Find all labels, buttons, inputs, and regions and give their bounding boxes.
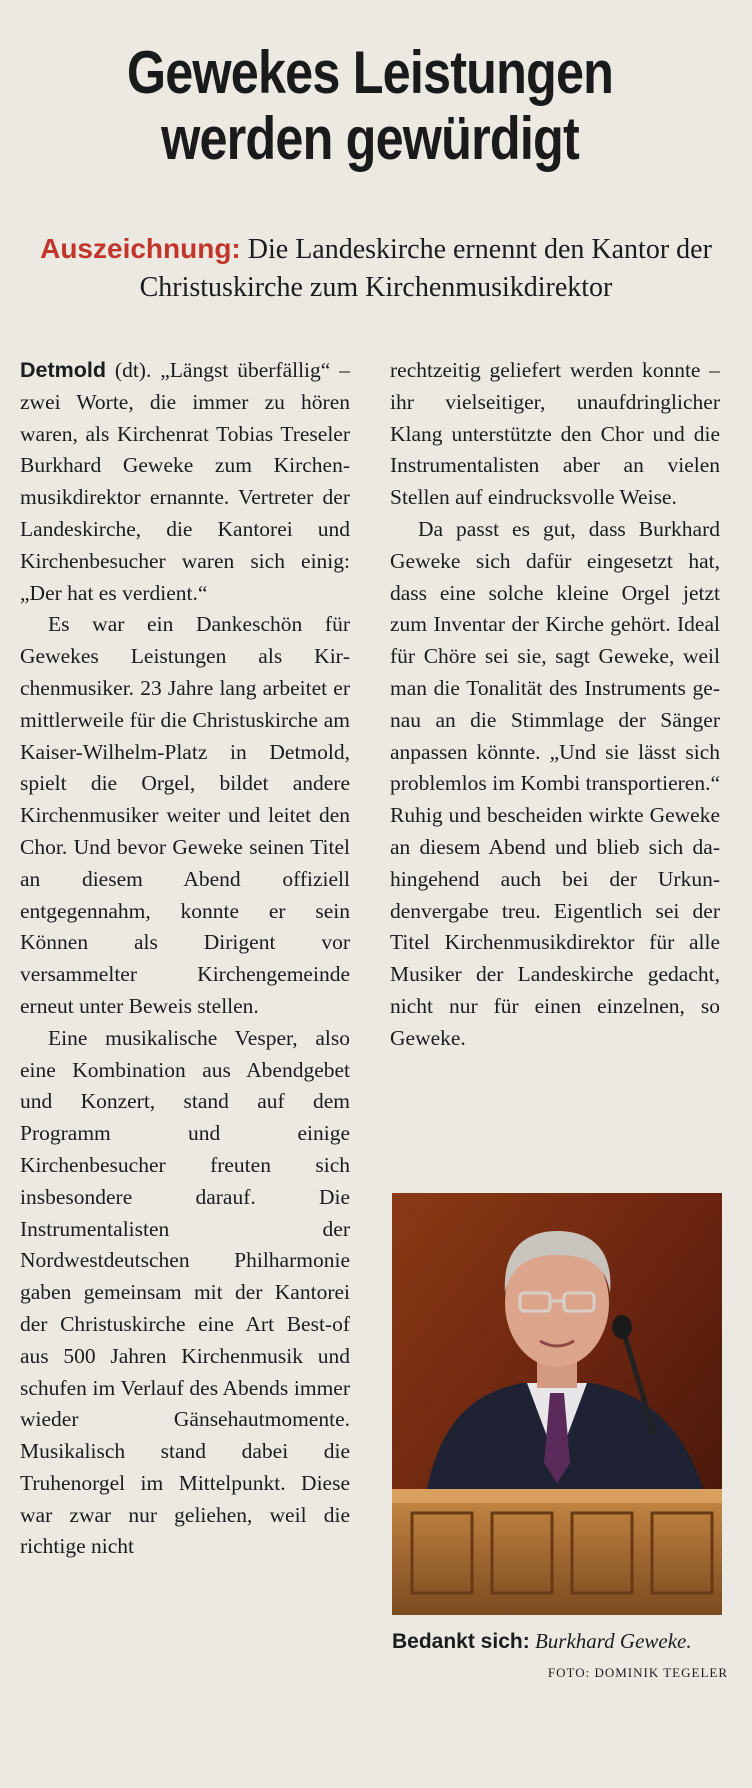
dateline: Detmold	[20, 358, 106, 382]
paragraph-4: rechtzeitig geliefert werden konnte – ihr vielseitiger, unaufdringlicher Klang unterstützte den Chor und die Instrumentalisten aber an vielen Stellen auf eindrucksvolle Weise.	[390, 358, 720, 510]
paragraph-1	[20, 355, 350, 609]
paragraph-2: Es war ein Dankeschön für Gewekes Leistungen als Kirchenmusiker. 23 Jahre lang arbeitet er mittlerweile für die Christuskirche am Kaiser-Wilhelm-Platz in Detmold, spielt die Orgel, bildet andere Kirchenmusiker weiter und leitet den Chor. Und bevor Geweke seinen Titel an diesem Abend offiziell entgegennahm, konnte er sein Können als Dirigent vor versammelter Kirchengemeinde erneut unter Beweis stellen.	[20, 612, 350, 1018]
kicker: Auszeichnung:	[40, 233, 241, 264]
headline-line-2: werden gewürdigt	[161, 105, 579, 172]
article-column-left	[20, 355, 350, 1563]
portrait-photo	[392, 1193, 722, 1615]
paragraph-5: Da passt es gut, dass Burkhard Geweke sich dafür eingesetzt hat, dass eine solche kleine Orgel jetzt zum Inventar der Kirche gehört. Ideal für Chöre sei sie, sagt Geweke, weil man die Tonalität des Instruments genau an die Stimmlage der Sänger anpassen könnte. „Und sie lässt sich problemlos im Kombi transportieren.“ Ruhig und bescheiden wirkte Geweke an diesem Abend und blieb sich dahingehend auch bei der Urkundenvergabe treu. Eigentlich sei der Titel Kirchenmusikdirektor für alle Musiker der Landeskirche gedacht, nicht nur für einen einzelnen, so Geweke.	[390, 516, 720, 1050]
headline	[93, 40, 647, 172]
photo-credit: FOTO: DOMINIK TEGELER	[547, 1665, 728, 1680]
paragraph-1-text: (dt). „Längst überfällig“ – zwei Worte, die immer zu hören waren, als Kirchenrat Tobias Treseler Burkhard Geweke zum Kirchenmusikdirektor ernannte. Vertreter der Landeskirche, die Kantorei und Kirchenbesucher waren sich einig: „Der hat es verdient.“	[20, 358, 350, 605]
photo-caption	[392, 1627, 732, 1656]
article-column-right	[390, 355, 720, 1055]
caption-name: Burkhard Geweke.	[529, 1629, 692, 1653]
paragraph-3: Eine musikalische Vesper, also eine Kombination aus Abendgebet und Konzert, stand auf dem Programm und einige Kirchenbesucher freuten sich insbesondere darauf. Die Instrumentalisten der Nordwestdeutschen Philharmonie gaben gemeinsam mit der Kantorei der Christuskirche eine Art Best-of aus 500 Jahren Kirchenmusik und schufen im Verlauf des Abends immer wieder Gänsehautmomente. Musikalisch stand dabei die Truhenorgel im Mittelpunkt. Diese war zwar nur geliehen, weil die richtige nicht	[20, 1025, 350, 1559]
subheadline	[26, 230, 726, 307]
subheadline-text: Die Landeskirche ernennt den Kantor der Christuskirche zum Kirchenmusikdirektor	[139, 234, 712, 303]
headline-line-1: Gewekes Leistungen	[126, 39, 614, 106]
portrait-illustration	[392, 1193, 722, 1615]
caption-head: Bedankt sich:	[392, 1630, 530, 1653]
